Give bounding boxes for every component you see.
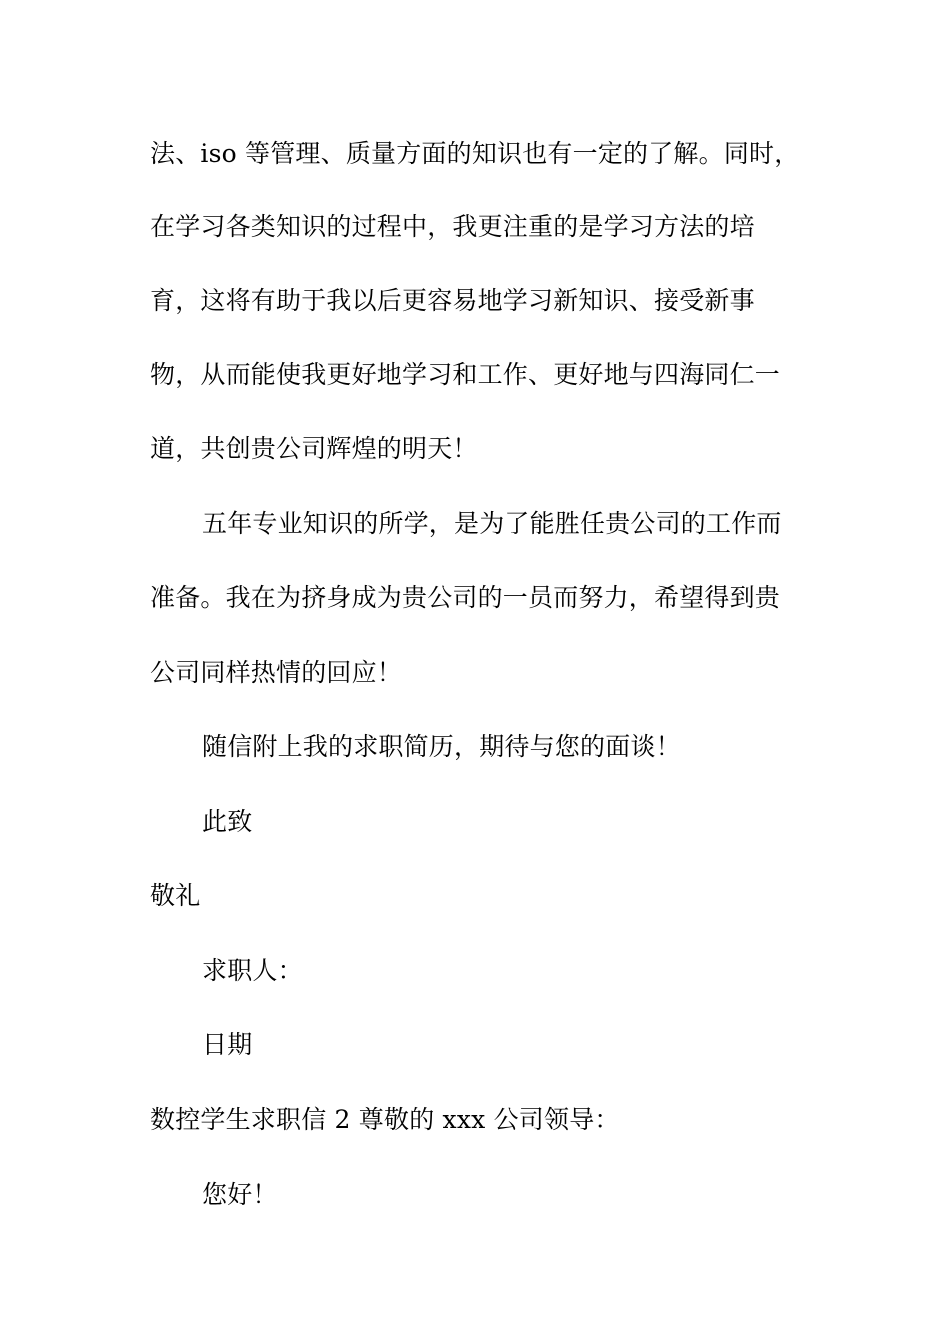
paragraph-line: 在学习各类知识的过程中，我更注重的是学习方法的培 xyxy=(150,212,755,241)
paragraph-line: 公司同样热情的回应！ xyxy=(150,658,403,687)
greeting: 您好！ xyxy=(202,1180,278,1209)
paragraph-line: 育，这将有助于我以后更容易地学习新知识、接受新事 xyxy=(150,286,755,315)
paragraph-line: 法、iso 等管理、质量方面的知识也有一定的了解。同时， xyxy=(150,139,800,168)
closing-regards: 敬礼 xyxy=(150,881,201,910)
closing-salutation: 此致 xyxy=(202,807,253,836)
paragraph-line: 五年专业知识的所学，是为了能胜任贵公司的工作而 xyxy=(202,509,782,538)
paragraph-line: 物，从而能使我更好地学习和工作、更好地与四海同仁一 xyxy=(150,360,781,389)
section-heading: 数控学生求职信 2 尊敬的 xxx 公司领导： xyxy=(150,1105,620,1134)
signature-date: 日期 xyxy=(202,1030,253,1059)
signature-applicant: 求职人： xyxy=(202,956,303,985)
paragraph-line: 随信附上我的求职简历，期待与您的面谈！ xyxy=(202,732,681,761)
paragraph-line: 准备。我在为挤身成为贵公司的一员而努力，希望得到贵 xyxy=(150,583,781,612)
paragraph-line: 道，共创贵公司辉煌的明天！ xyxy=(150,434,478,463)
